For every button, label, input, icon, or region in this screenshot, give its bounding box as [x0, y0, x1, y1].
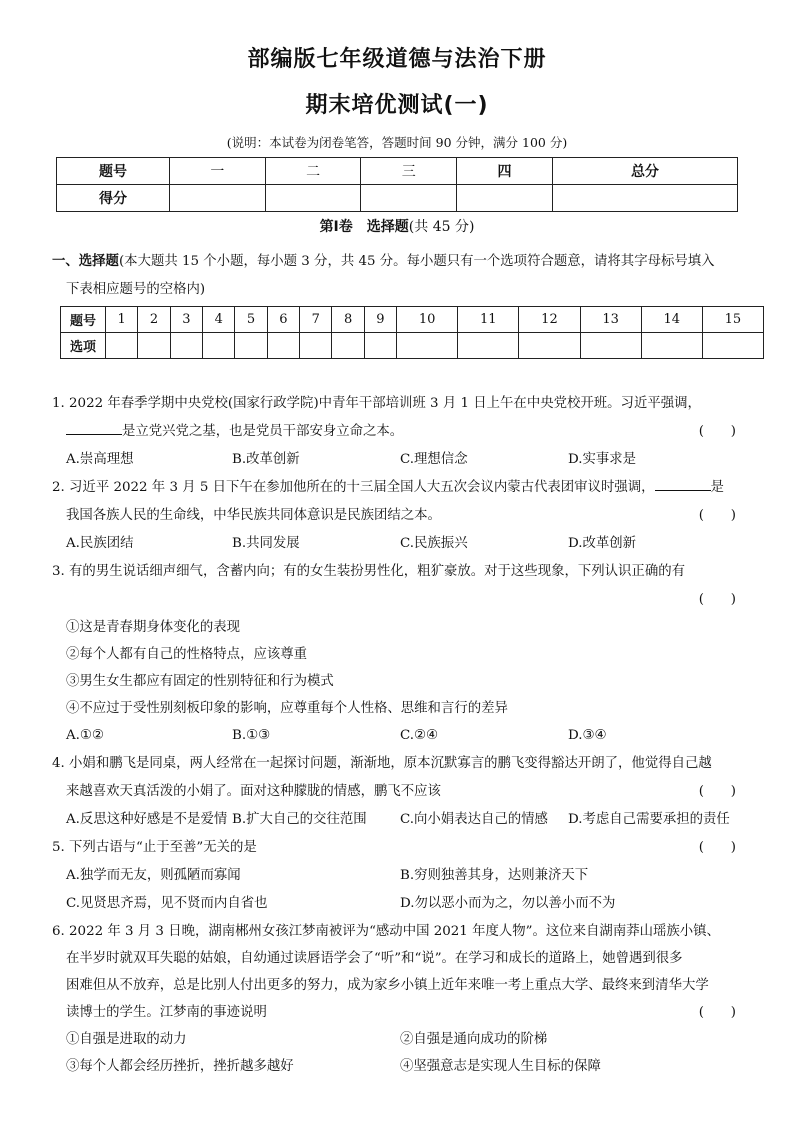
- q6-statement: ①自强是进取的动力: [66, 1032, 187, 1047]
- answer-number-cell: 13: [580, 307, 641, 333]
- score-header: 二: [265, 158, 361, 185]
- section-title: 第Ⅰ卷 选择题: [319, 219, 409, 235]
- section-points: (共 45 分): [408, 219, 475, 235]
- answer-number-cell: 3: [170, 307, 202, 333]
- q3-option-c[interactable]: C.②④: [400, 728, 439, 743]
- q6-statement: ③每个人都会经历挫折，挫折越多越好: [66, 1059, 294, 1074]
- q1-option-a[interactable]: A.崇高理想: [66, 452, 134, 467]
- score-row-label: 得分: [57, 185, 170, 212]
- q2-option-a[interactable]: A.民族团结: [66, 536, 134, 551]
- answer-choice-cell[interactable]: [580, 333, 641, 359]
- answer-choice-cell[interactable]: [170, 333, 202, 359]
- answer-choice-cell[interactable]: [641, 333, 702, 359]
- section-header: [0, 216, 794, 236]
- q2-stem-end: 是: [710, 480, 724, 495]
- answer-choice-cell[interactable]: [519, 333, 580, 359]
- part1-instruction: [52, 248, 715, 275]
- q2-stem: [52, 474, 724, 501]
- answer-number-cell: 12: [519, 307, 580, 333]
- answer-number-cell: 6: [267, 307, 299, 333]
- answer-number-cell: 14: [641, 307, 702, 333]
- q1-option-c[interactable]: C.理想信念: [400, 452, 468, 467]
- q6-statement: ④坚强意志是实现人生目标的保障: [400, 1059, 601, 1074]
- answer-choice-cell[interactable]: [300, 333, 332, 359]
- q6-stem-cont: 在半岁时就双耳失聪的姑娘，自幼通过读唇语学会了“听”和“说”。在学习和成长的道路上，她曾遇到很多: [66, 951, 683, 966]
- answer-row-label: 题号: [61, 307, 106, 333]
- q3-statement: ①这是青春期身体变化的表现: [66, 620, 241, 635]
- score-cell[interactable]: [265, 185, 361, 212]
- part1-instruction-text: (本大题共 15 个小题，每小题 3 分，共 45 分。每小题只有一个选项符合题意，请将其字母标号填入: [118, 254, 715, 269]
- answer-choice-cell[interactable]: [138, 333, 170, 359]
- q3-option-d[interactable]: D.③④: [568, 728, 607, 743]
- part1-label: 一、选择题: [52, 254, 119, 269]
- score-header: 题号: [57, 158, 170, 185]
- q3-statement: ②每个人都有自己的性格特点，应该尊重: [66, 647, 308, 662]
- answer-choice-cell[interactable]: [106, 333, 138, 359]
- answer-paren: ( ): [698, 592, 736, 607]
- answer-blank: [655, 476, 711, 491]
- q6-stem-cont: 困难但从不放弃，总是比别人付出更多的努力，成为家乡小镇上近年来唯一考上重点大学、最终来到清华大学: [66, 978, 709, 993]
- q3-option-b[interactable]: B.①③: [232, 728, 271, 743]
- answer-paren: ( ): [698, 840, 736, 855]
- answer-paren: ( ): [698, 508, 736, 523]
- answer-number-cell: 15: [702, 307, 763, 333]
- answer-number-cell: 4: [203, 307, 235, 333]
- score-cell[interactable]: [552, 185, 737, 212]
- answer-paren: ( ): [698, 424, 736, 439]
- answer-number-cell: 5: [235, 307, 267, 333]
- part1-instruction-cont: 下表相应题号的空格内): [66, 282, 206, 297]
- q1-stem-text: 是立党兴党之基，也是党员干部安身立命之本。: [122, 424, 404, 439]
- answer-choice-cell[interactable]: [203, 333, 235, 359]
- score-header: 一: [170, 158, 266, 185]
- answer-paren: ( ): [698, 1005, 736, 1020]
- answer-table: [60, 306, 764, 359]
- q4-option-b[interactable]: B.扩大自己的交往范围: [232, 812, 367, 827]
- score-cell[interactable]: [170, 185, 266, 212]
- answer-choice-cell[interactable]: [267, 333, 299, 359]
- q2-option-d[interactable]: D.改革创新: [568, 536, 637, 551]
- answer-paren: ( ): [698, 784, 736, 799]
- q6-statement: ②自强是通向成功的阶梯: [400, 1032, 548, 1047]
- score-table: [56, 157, 738, 212]
- answer-number-cell: 10: [397, 307, 458, 333]
- answer-number-cell: 11: [458, 307, 519, 333]
- q5-option-a[interactable]: A.独学而无友，则孤陋而寡闻: [66, 868, 241, 883]
- answer-choice-cell[interactable]: [332, 333, 364, 359]
- answer-choice-cell[interactable]: [364, 333, 396, 359]
- score-header: 四: [457, 158, 553, 185]
- q3-option-a[interactable]: A.①②: [66, 728, 104, 743]
- q5-option-c[interactable]: C.见贤思齐焉，见不贤而内自省也: [66, 896, 268, 911]
- answer-number-cell: 8: [332, 307, 364, 333]
- answer-choice-cell[interactable]: [397, 333, 458, 359]
- answer-choice-cell[interactable]: [235, 333, 267, 359]
- q4-option-c[interactable]: C.向小娟表达自己的情感: [400, 812, 548, 827]
- score-cell[interactable]: [457, 185, 553, 212]
- score-header: 总分: [552, 158, 737, 185]
- q2-stem-text: 2. 习近平 2022 年 3 月 5 日下午在参加他所在的十三届全国人大五次会议内蒙古代表团审议时强调，: [52, 480, 655, 495]
- q4-option-d[interactable]: D.考虑自己需要承担的责任: [568, 812, 730, 827]
- q1-option-b[interactable]: B.改革创新: [232, 452, 300, 467]
- exam-title: 部编版七年级道德与法治下册: [247, 47, 547, 72]
- answer-number-cell: 7: [300, 307, 332, 333]
- answer-choice-cell[interactable]: [702, 333, 763, 359]
- q1-option-d[interactable]: D.实事求是: [568, 452, 637, 467]
- q2-stem-cont: 我国各族人民的生命线，中华民族共同体意识是民族团结之本。: [66, 508, 441, 523]
- q1-stem: 1. 2022 年春季学期中央党校(国家行政学院)中青年干部培训班 3 月 1 日上午在中央党校开班。习近平强调，: [52, 396, 701, 411]
- q5-option-d[interactable]: D.勿以恶小而为之，勿以善小而不为: [400, 896, 616, 911]
- q4-stem-cont: 来越喜欢天真活泼的小娟了。面对这种朦胧的情感，鹏飞不应该: [66, 784, 441, 799]
- answer-choice-cell[interactable]: [458, 333, 519, 359]
- q2-option-c[interactable]: C.民族振兴: [400, 536, 468, 551]
- q3-statement: ③男生女生都应有固定的性别特征和行为模式: [66, 674, 334, 689]
- score-header: 三: [361, 158, 457, 185]
- q6-stem-cont: 读博士的学生。江梦南的事迹说明: [66, 1005, 267, 1020]
- q6-stem: 6. 2022 年 3 月 3 日晚，湖南郴州女孩江梦南被评为“感动中国 2021 年度人物”。这位来自湖南莽山瑶族小镇、: [52, 924, 720, 939]
- q3-stem: 3. 有的男生说话细声细气，含蓄内向；有的女生装扮男性化，粗犷豪放。对于这些现象，下列认识正确的有: [52, 564, 685, 579]
- score-cell[interactable]: [361, 185, 457, 212]
- q4-option-a[interactable]: A.反思这种好感是不是爱情: [66, 812, 228, 827]
- answer-number-cell: 9: [364, 307, 396, 333]
- q5-stem: 5. 下列古语与“止于至善”无关的是: [52, 840, 257, 855]
- q3-statement: ④不应过于受性别刻板印象的影响，应尊重每个人性格、思维和言行的差异: [66, 701, 508, 716]
- q5-option-b[interactable]: B.穷则独善其身，达则兼济天下: [400, 868, 589, 883]
- exam-subtitle: 期末培优测试(一): [305, 93, 489, 118]
- q4-stem: 4. 小娟和鹏飞是同桌，两人经常在一起探讨问题，渐渐地，原本沉默寡言的鹏飞变得豁达开朗了，他觉得自己越: [52, 756, 712, 771]
- answer-blank: [66, 420, 122, 435]
- answer-number-cell: 1: [106, 307, 138, 333]
- exam-note: (说明：本试卷为闭卷笔答，答题时间 90 分钟，满分 100 分): [226, 135, 568, 150]
- q2-option-b[interactable]: B.共同发展: [232, 536, 300, 551]
- answer-number-cell: 2: [138, 307, 170, 333]
- q1-stem-cont: [66, 418, 403, 445]
- answer-row-label: 选项: [61, 333, 106, 359]
